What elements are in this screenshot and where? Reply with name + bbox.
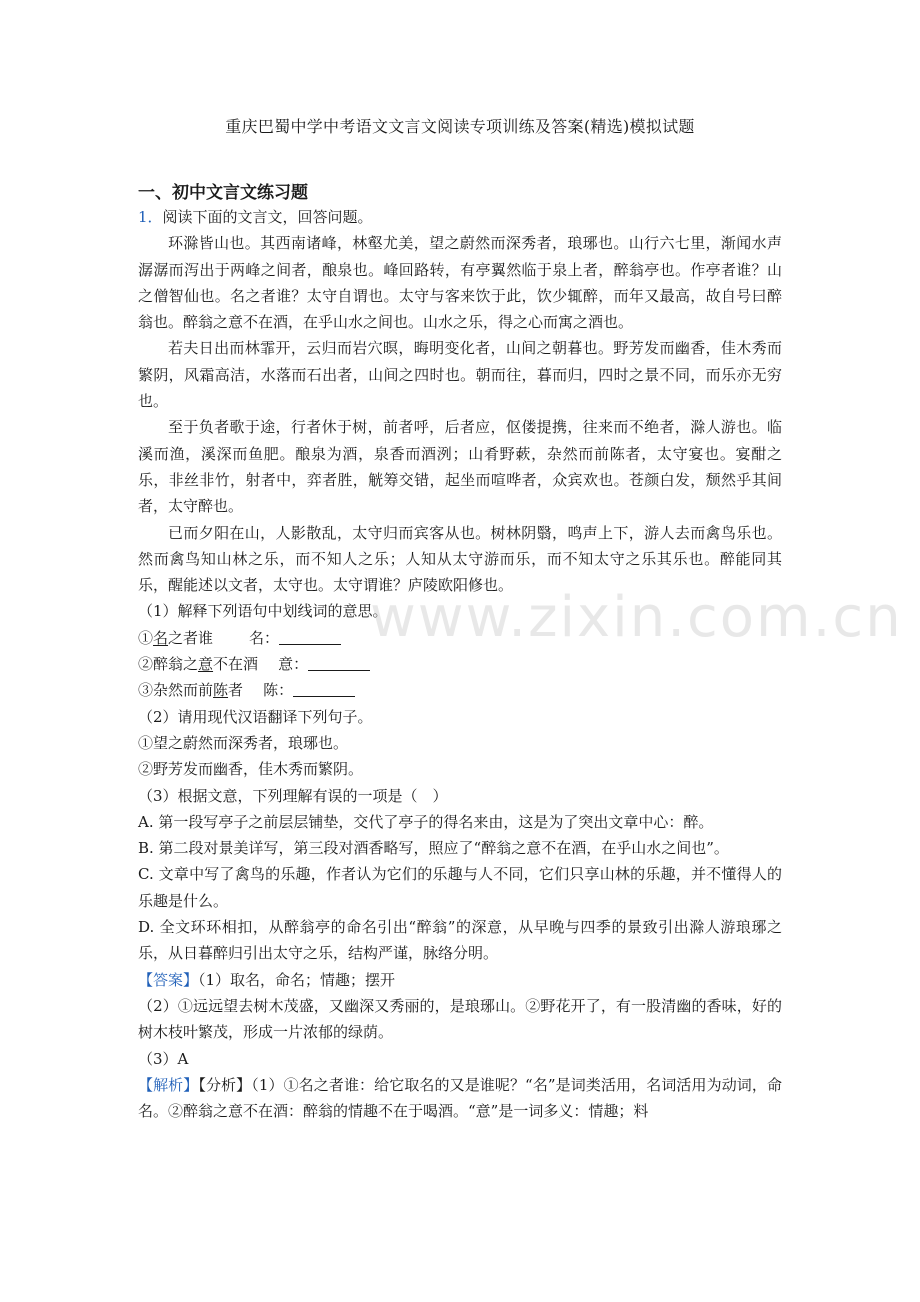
q2-item: ①望之蔚然而深秀者，琅琊也。 [138, 733, 349, 752]
analysis-line [138, 1072, 782, 1125]
q2-item: ②野芳发而幽香，佳木秀而繁阴。 [138, 760, 364, 779]
answer-text: （1）取名，命名；情趣；摆开 [198, 970, 396, 989]
item-text-pre: 杂然而前 [153, 681, 214, 700]
underlined-word: 陈 [213, 681, 229, 700]
q1-item [138, 651, 782, 677]
q3-prompt: （3）根据文意，下列理解有误的一项是（ ） [138, 786, 448, 805]
watermark: www.zixin.com.cn [370, 585, 903, 650]
item-text-post: 不在酒 [213, 655, 259, 674]
question-header [138, 204, 782, 230]
underlined-word: 名 [153, 628, 169, 647]
q3-option: B. 第二段对景美详写，第三段对酒香略写，照应了“醉翁之意不在酒，在乎山水之间也”。 [138, 839, 729, 858]
underlined-word: 意 [198, 655, 214, 674]
passage-paragraph: 环滁皆山也。其西南诸峰，林壑尤美，望之蔚然而深秀者，琅琊也。山行六七里，渐闻水声潺潺而泻出于两峰之间者，酿泉也。峰回路转，有亭翼然临于泉上者，醉翁亭也。作亭者谁？山之僧智仙也。名之者谁？太守自谓也。太守与客来饮于此，饮少辄醉，而年又最高，故自号曰醉翁也。醉翁之意不在酒，在乎山水之间也。山水之乐，得之心而寓之酒也。 [138, 234, 782, 332]
q3-option: D. 全文环环相扣，从醉翁亭的命名引出“醉翁”的深意，从早晚与四季的景致引出滁人游琅琊之乐，从日暮醉归引出太守之乐，结构严谨，脉络分明。 [138, 918, 782, 963]
question-number: 1． [138, 208, 163, 226]
item-text-post: 者 [228, 681, 244, 700]
item-marker: ② [138, 655, 154, 674]
passage-paragraph: 若夫日出而林霏开，云归而岩穴暝，晦明变化者，山间之朝暮也。野芳发而幽香，佳木秀而繁阴，风霜高洁，水落而石出者，山间之四时也。朝而往，暮而归，四时之景不同，而乐亦无穷也。 [138, 339, 782, 411]
analysis-tag: 【解析】 [138, 1075, 199, 1094]
answer-line: （3）A [138, 1049, 189, 1068]
answer-tag: 【答案】 [138, 970, 199, 989]
passage-paragraph: 至于负者歌于途，行者休于树，前者呼，后者应，伛偻提携，往来而不绝者，滁人游也。临溪而渔，溪深而鱼肥。酿泉为酒，泉香而酒洌；山肴野蔌，杂然而前陈者，太守宴也。宴酣之乐，非丝非竹，射者中，弈者胜，觥筹交错，起坐而喧哗者，众宾欢也。苍颜白发，颓然乎其间者，太守醉也。 [138, 418, 782, 516]
section-heading: 一、初中文言文练习题 [138, 183, 308, 203]
item-text-post: 之者谁 [168, 628, 214, 647]
answer-line: （2）①远远望去树木茂盛，又幽深又秀丽的，是琅琊山。②野花开了，有一股清幽的香味，好的树木枝叶繁茂，形成一片浓郁的绿荫。 [138, 996, 782, 1042]
analysis-text: 【分析】（1）①名之者谁：给它取名的又是谁呢？“名”是词类活用，名词活用为动词，命名。②醉翁之意不在酒：醉翁的情趣不在于喝酒。“意”是一词多义：情趣；料 [138, 1075, 782, 1121]
q2-prompt: （2）请用现代汉语翻译下列句子。 [138, 707, 373, 726]
document-body [138, 204, 782, 1124]
answer-blank [279, 630, 341, 645]
blank-label: 名： [249, 628, 280, 647]
answer-blank [308, 656, 370, 671]
item-marker: ③ [138, 681, 154, 700]
q3-option: C. 文章中写了禽鸟的乐趣，作者认为它们的乐趣与人不同，它们只享山林的乐趣，并不懂得人的乐趣是什么。 [138, 865, 782, 910]
q1-item [138, 677, 782, 703]
item-marker: ① [138, 628, 154, 647]
answer-line [138, 967, 782, 993]
item-text-pre: 醉翁之 [153, 655, 199, 674]
passage-paragraph: 已而夕阳在山，人影散乱，太守归而宾客从也。树林阴翳，鸣声上下，游人去而禽鸟乐也。然而禽鸟知山林之乐，而不知人之乐；人知从太守游而乐，而不知太守之乐其乐也。醉能同其乐，醒能述以文者，太守也。太守谓谁？庐陵欧阳修也。 [138, 523, 782, 595]
q1-prompt: （1）解释下列语句中划线词的意思。 [138, 602, 388, 621]
answer-blank [293, 682, 355, 697]
blank-label: 意： [278, 655, 309, 674]
blank-label: 陈： [263, 681, 294, 700]
document-title: 重庆巴蜀中学中考语文文言文阅读专项训练及答案(精选)模拟试题 [225, 117, 695, 136]
q3-option: A. 第一段写亭子之前层层铺垫，交代了亭子的得名来由，这是为了突出文章中心：醉。 [138, 812, 714, 831]
q1-item [138, 625, 782, 651]
question-prompt: 阅读下面的文言文，回答问题。 [162, 208, 373, 226]
